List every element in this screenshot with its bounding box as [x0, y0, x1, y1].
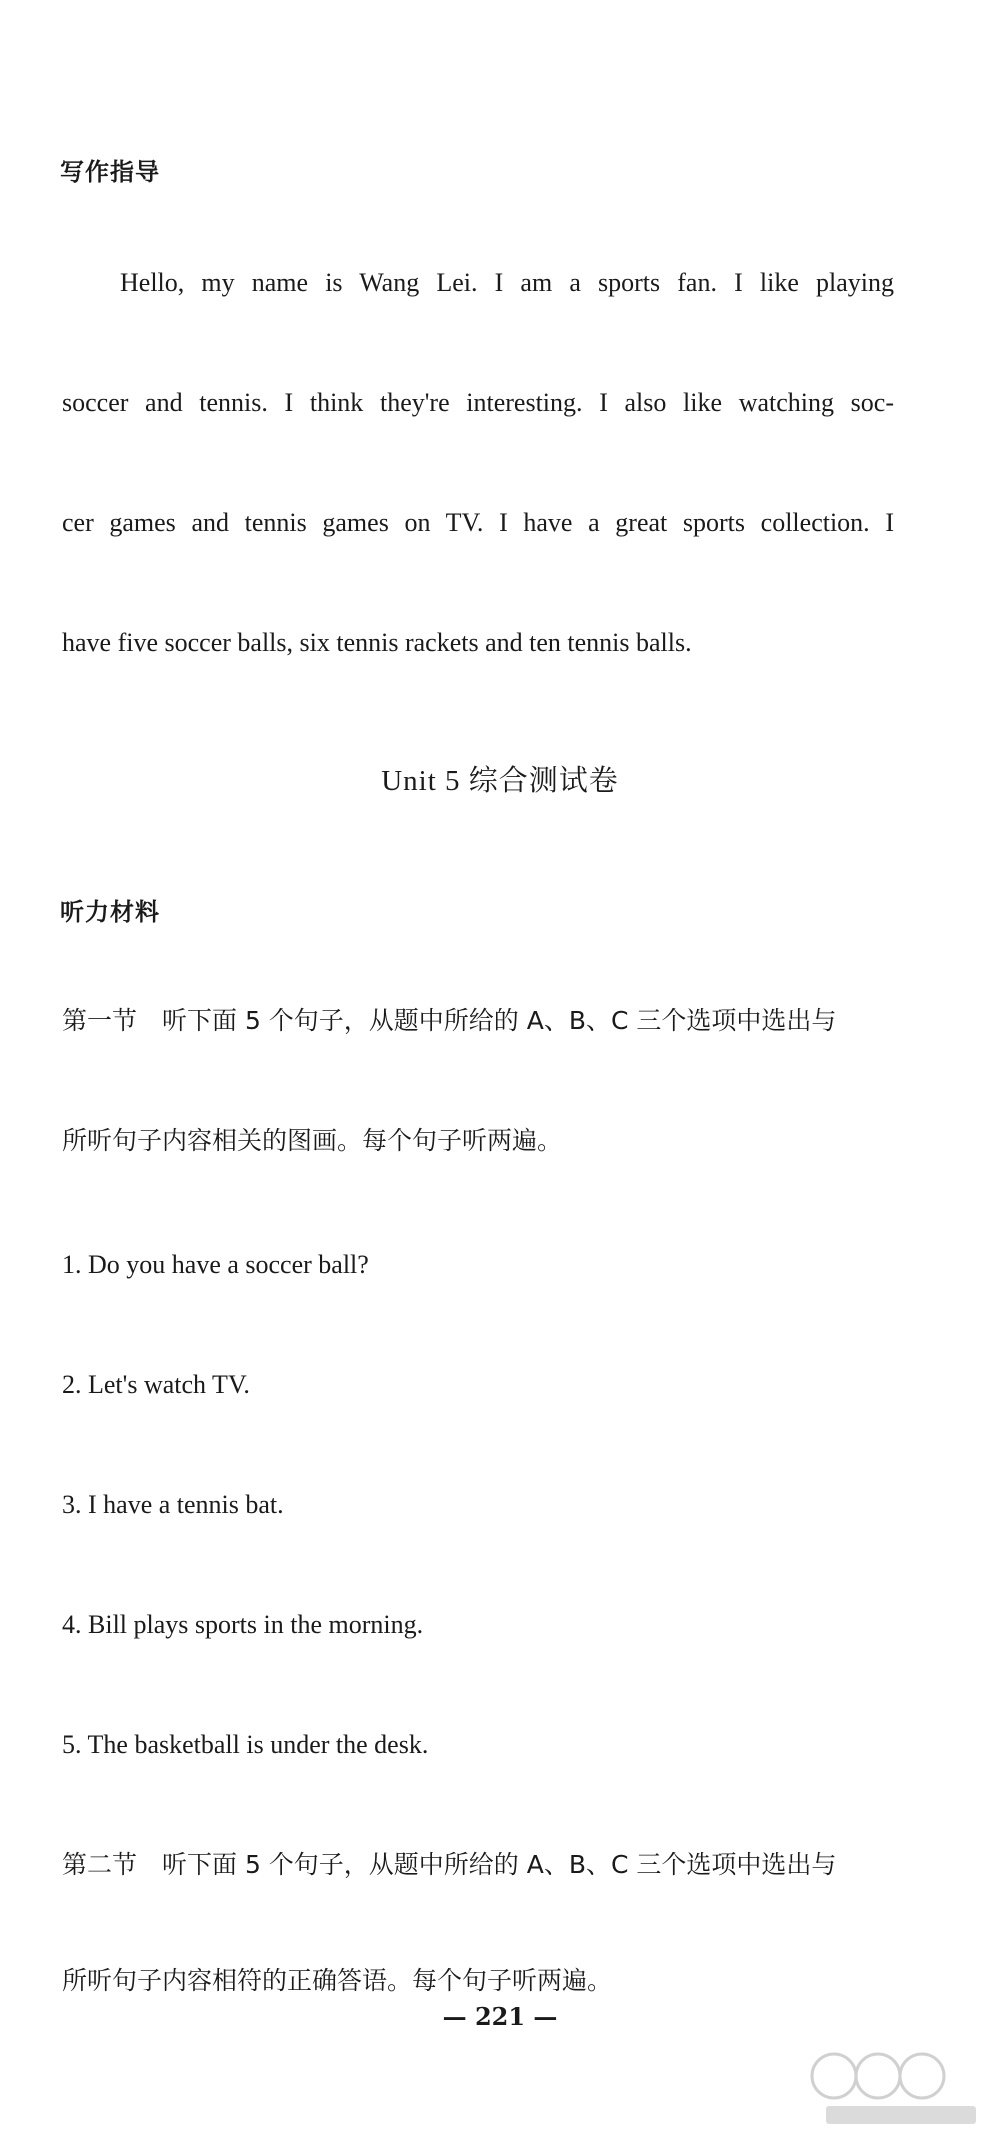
listening-sentence-2: 2. Let's watch TV.: [62, 1370, 250, 1399]
essay-line-3: cer games and tennis games on TV. I have a great sports collection. I: [62, 508, 894, 537]
essay-line-4: have five soccer balls, six tennis rackets and ten tennis balls.: [62, 628, 692, 657]
essay-line-1: Hello, my name is Wang Lei. I am a sports fan. I like playing: [120, 268, 894, 297]
listening-sentence-1: 1. Do you have a soccer ball?: [62, 1250, 369, 1279]
unit-title: Unit 5 综合测试卷: [381, 765, 619, 797]
listening-material-heading: 听力材料: [60, 898, 160, 926]
answer-stamp-logo-icon: [806, 2042, 986, 2132]
listening-sentence-5: 5. The basketball is under the desk.: [62, 1730, 429, 1759]
section-1-instruction-line-1: 第一节 听下面 5 个句子，从题中所给的 A、B、C 三个选项中选出与: [62, 1006, 837, 1035]
listening-sentence-4: 4. Bill plays sports in the morning.: [62, 1610, 424, 1639]
writing-guide-heading: 写作指导: [60, 158, 160, 186]
listening-sentence-3: 3. I have a tennis bat.: [62, 1490, 284, 1519]
section-2-instruction-line-2: 所听句子内容相符的正确答语。每个句子听两遍。: [62, 1966, 613, 1995]
section-2-instruction-line-1: 第二节 听下面 5 个句子，从题中所给的 A、B、C 三个选项中选出与: [62, 1850, 837, 1879]
page-number: — 221 —: [442, 2002, 558, 2031]
essay-line-2: soccer and tennis. I think they're interesting. I also like watching soc-: [62, 388, 894, 417]
section-1-instruction-line-2: 所听句子内容相关的图画。每个句子听两遍。: [62, 1126, 563, 1155]
